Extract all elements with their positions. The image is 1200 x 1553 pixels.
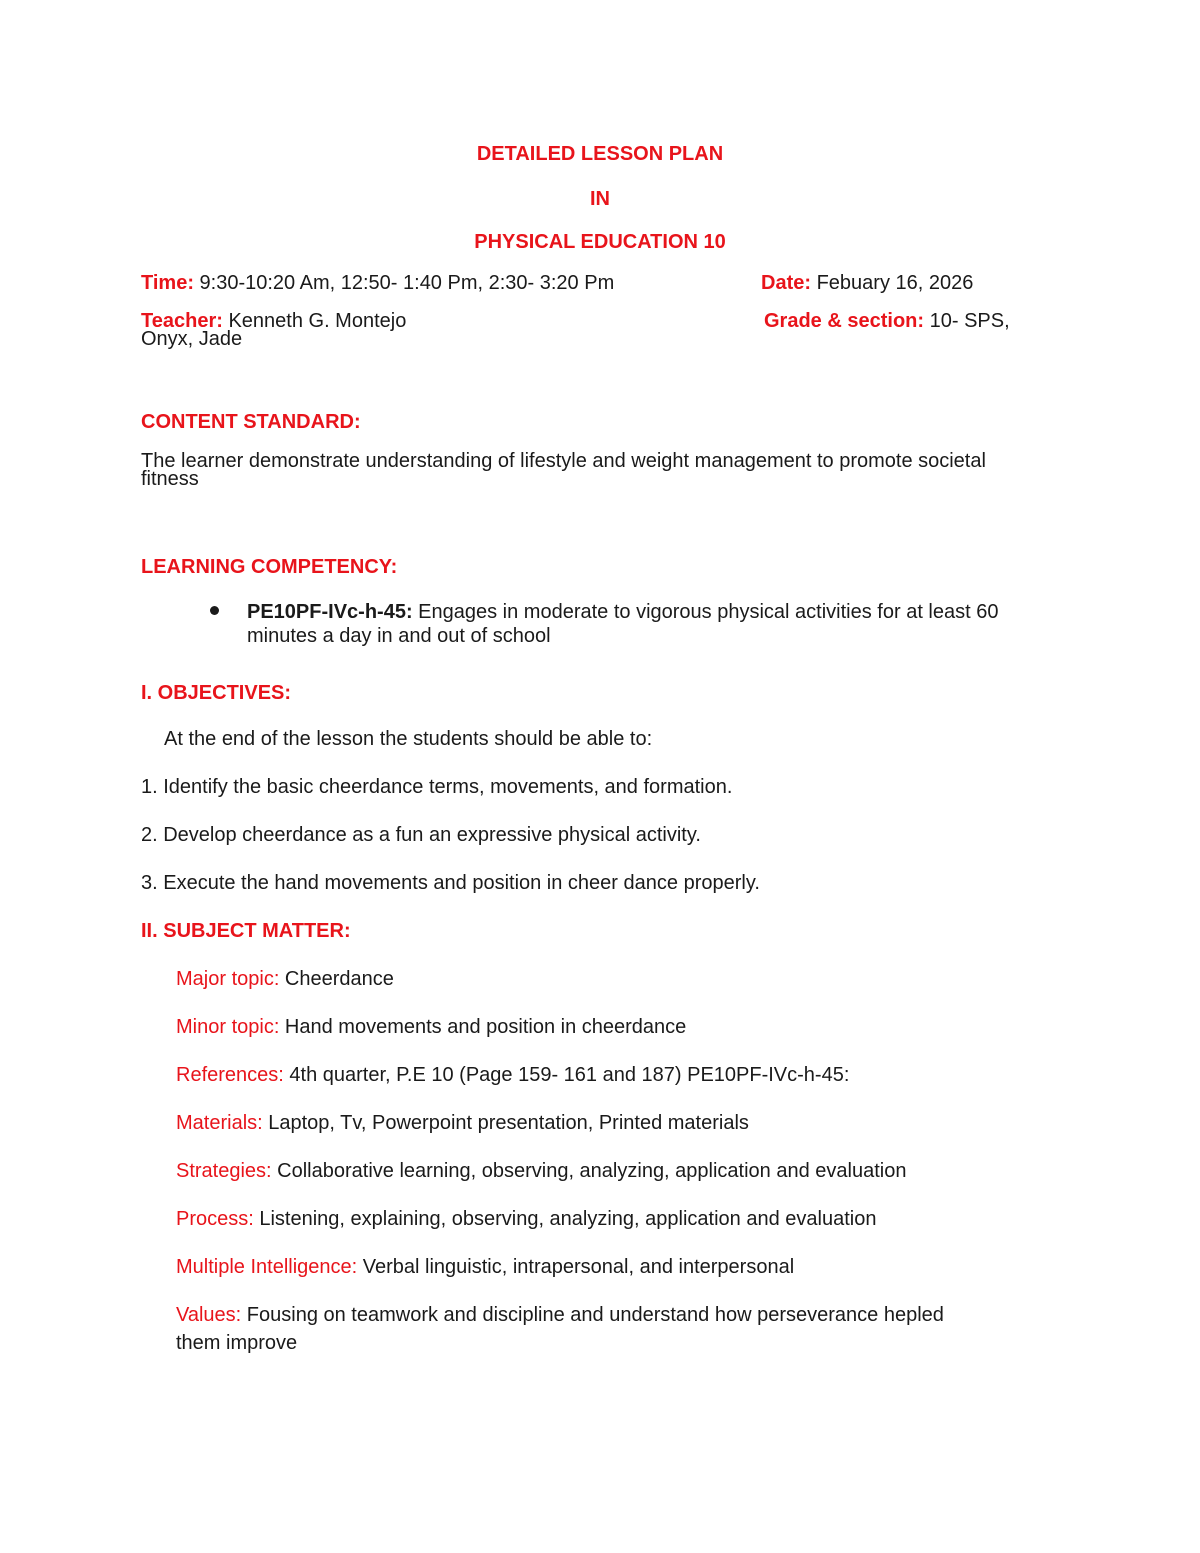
objective-item-2: 2. Develop cheerdance as a fun an expressive physical activity.: [141, 824, 701, 846]
time-label: Time:: [141, 272, 194, 294]
grade-value: 10- SPS,: [924, 310, 1010, 332]
grade-label: Grade & section:: [764, 310, 925, 332]
subject-item-references: [176, 1063, 849, 1087]
subject-item-strategies: [176, 1159, 906, 1183]
subject-item-value: Laptop, Tv, Powerpoint presentation, Printed materials: [262, 1112, 749, 1134]
competency-text: Engages in moderate to vigorous physical activities for at least 60: [412, 601, 999, 623]
subject-item-label: References:: [176, 1064, 284, 1086]
subject-item-value: Hand movements and position in cheerdance: [279, 1016, 687, 1038]
subject-item-label: Minor topic:: [176, 1016, 280, 1038]
subject-item-label: Strategies:: [176, 1160, 272, 1182]
subject-item-values: [176, 1303, 944, 1327]
competency-line-1: [247, 600, 998, 624]
subject-matter-heading: II. SUBJECT MATTER:: [141, 920, 351, 942]
subject-item-major-topic: [176, 967, 394, 991]
date-row: [761, 271, 973, 295]
subject-item-label: Process:: [176, 1208, 254, 1230]
competency-code: PE10PF-IVc-h-45:: [247, 601, 413, 623]
content-standard-line-1: The learner demonstrate understanding of lifestyle and weight management to promote societal: [141, 450, 986, 472]
grade-row: [764, 309, 1010, 333]
subject-item-value: Collaborative learning, observing, analyzing, application and evaluation: [271, 1160, 907, 1182]
title-line-1: DETAILED LESSON PLAN: [476, 143, 724, 165]
grade-value-continued: Onyx, Jade: [141, 328, 243, 350]
subject-item-label: Values:: [176, 1304, 242, 1326]
objective-item-1: 1. Identify the basic cheerdance terms, movements, and formation.: [141, 776, 733, 798]
content-standard-line-2: fitness: [141, 468, 199, 490]
subject-item-value: Fousing on teamwork and discipline and understand how perseverance hepled: [241, 1304, 944, 1326]
subject-item-multiple-intelligence: [176, 1255, 794, 1279]
subject-item-minor-topic: [176, 1015, 686, 1039]
subject-item-materials: [176, 1111, 749, 1135]
subject-item-label: Multiple Intelligence:: [176, 1256, 358, 1278]
subject-item-value: 4th quarter, P.E 10 (Page 159- 161 and 187) PE10PF-IVc-h-45:: [283, 1064, 850, 1086]
objectives-heading: I. OBJECTIVES:: [141, 682, 292, 704]
teacher-label: Teacher:: [141, 310, 223, 332]
subject-item-values-continued: them improve: [176, 1332, 298, 1354]
subject-item-label: Materials:: [176, 1112, 263, 1134]
objectives-intro: At the end of the lesson the students should be able to:: [164, 728, 653, 750]
bullet-icon: [210, 606, 219, 615]
time-row: [141, 271, 614, 295]
time-value: 9:30-10:20 Am, 12:50- 1:40 Pm, 2:30- 3:20 Pm: [193, 272, 615, 294]
learning-competency-heading: LEARNING COMPETENCY:: [141, 556, 398, 578]
subject-item-value: Cheerdance: [279, 968, 394, 990]
date-label: Date:: [761, 272, 812, 294]
title-line-2: IN: [590, 188, 610, 210]
subject-item-value: Verbal linguistic, intrapersonal, and interpersonal: [357, 1256, 795, 1278]
title-line-3: PHYSICAL EDUCATION 10: [474, 231, 726, 253]
subject-item-value: Listening, explaining, observing, analyzing, application and evaluation: [253, 1208, 877, 1230]
content-standard-heading: CONTENT STANDARD:: [141, 411, 361, 433]
subject-item-label: Major topic:: [176, 968, 280, 990]
subject-item-process: [176, 1207, 876, 1231]
competency-line-2: minutes a day in and out of school: [247, 625, 551, 647]
date-value: Febuary 16, 2026: [811, 272, 974, 294]
objective-item-3: 3. Execute the hand movements and position in cheer dance properly.: [141, 872, 760, 894]
teacher-value: Kenneth G. Montejo: [222, 310, 407, 332]
